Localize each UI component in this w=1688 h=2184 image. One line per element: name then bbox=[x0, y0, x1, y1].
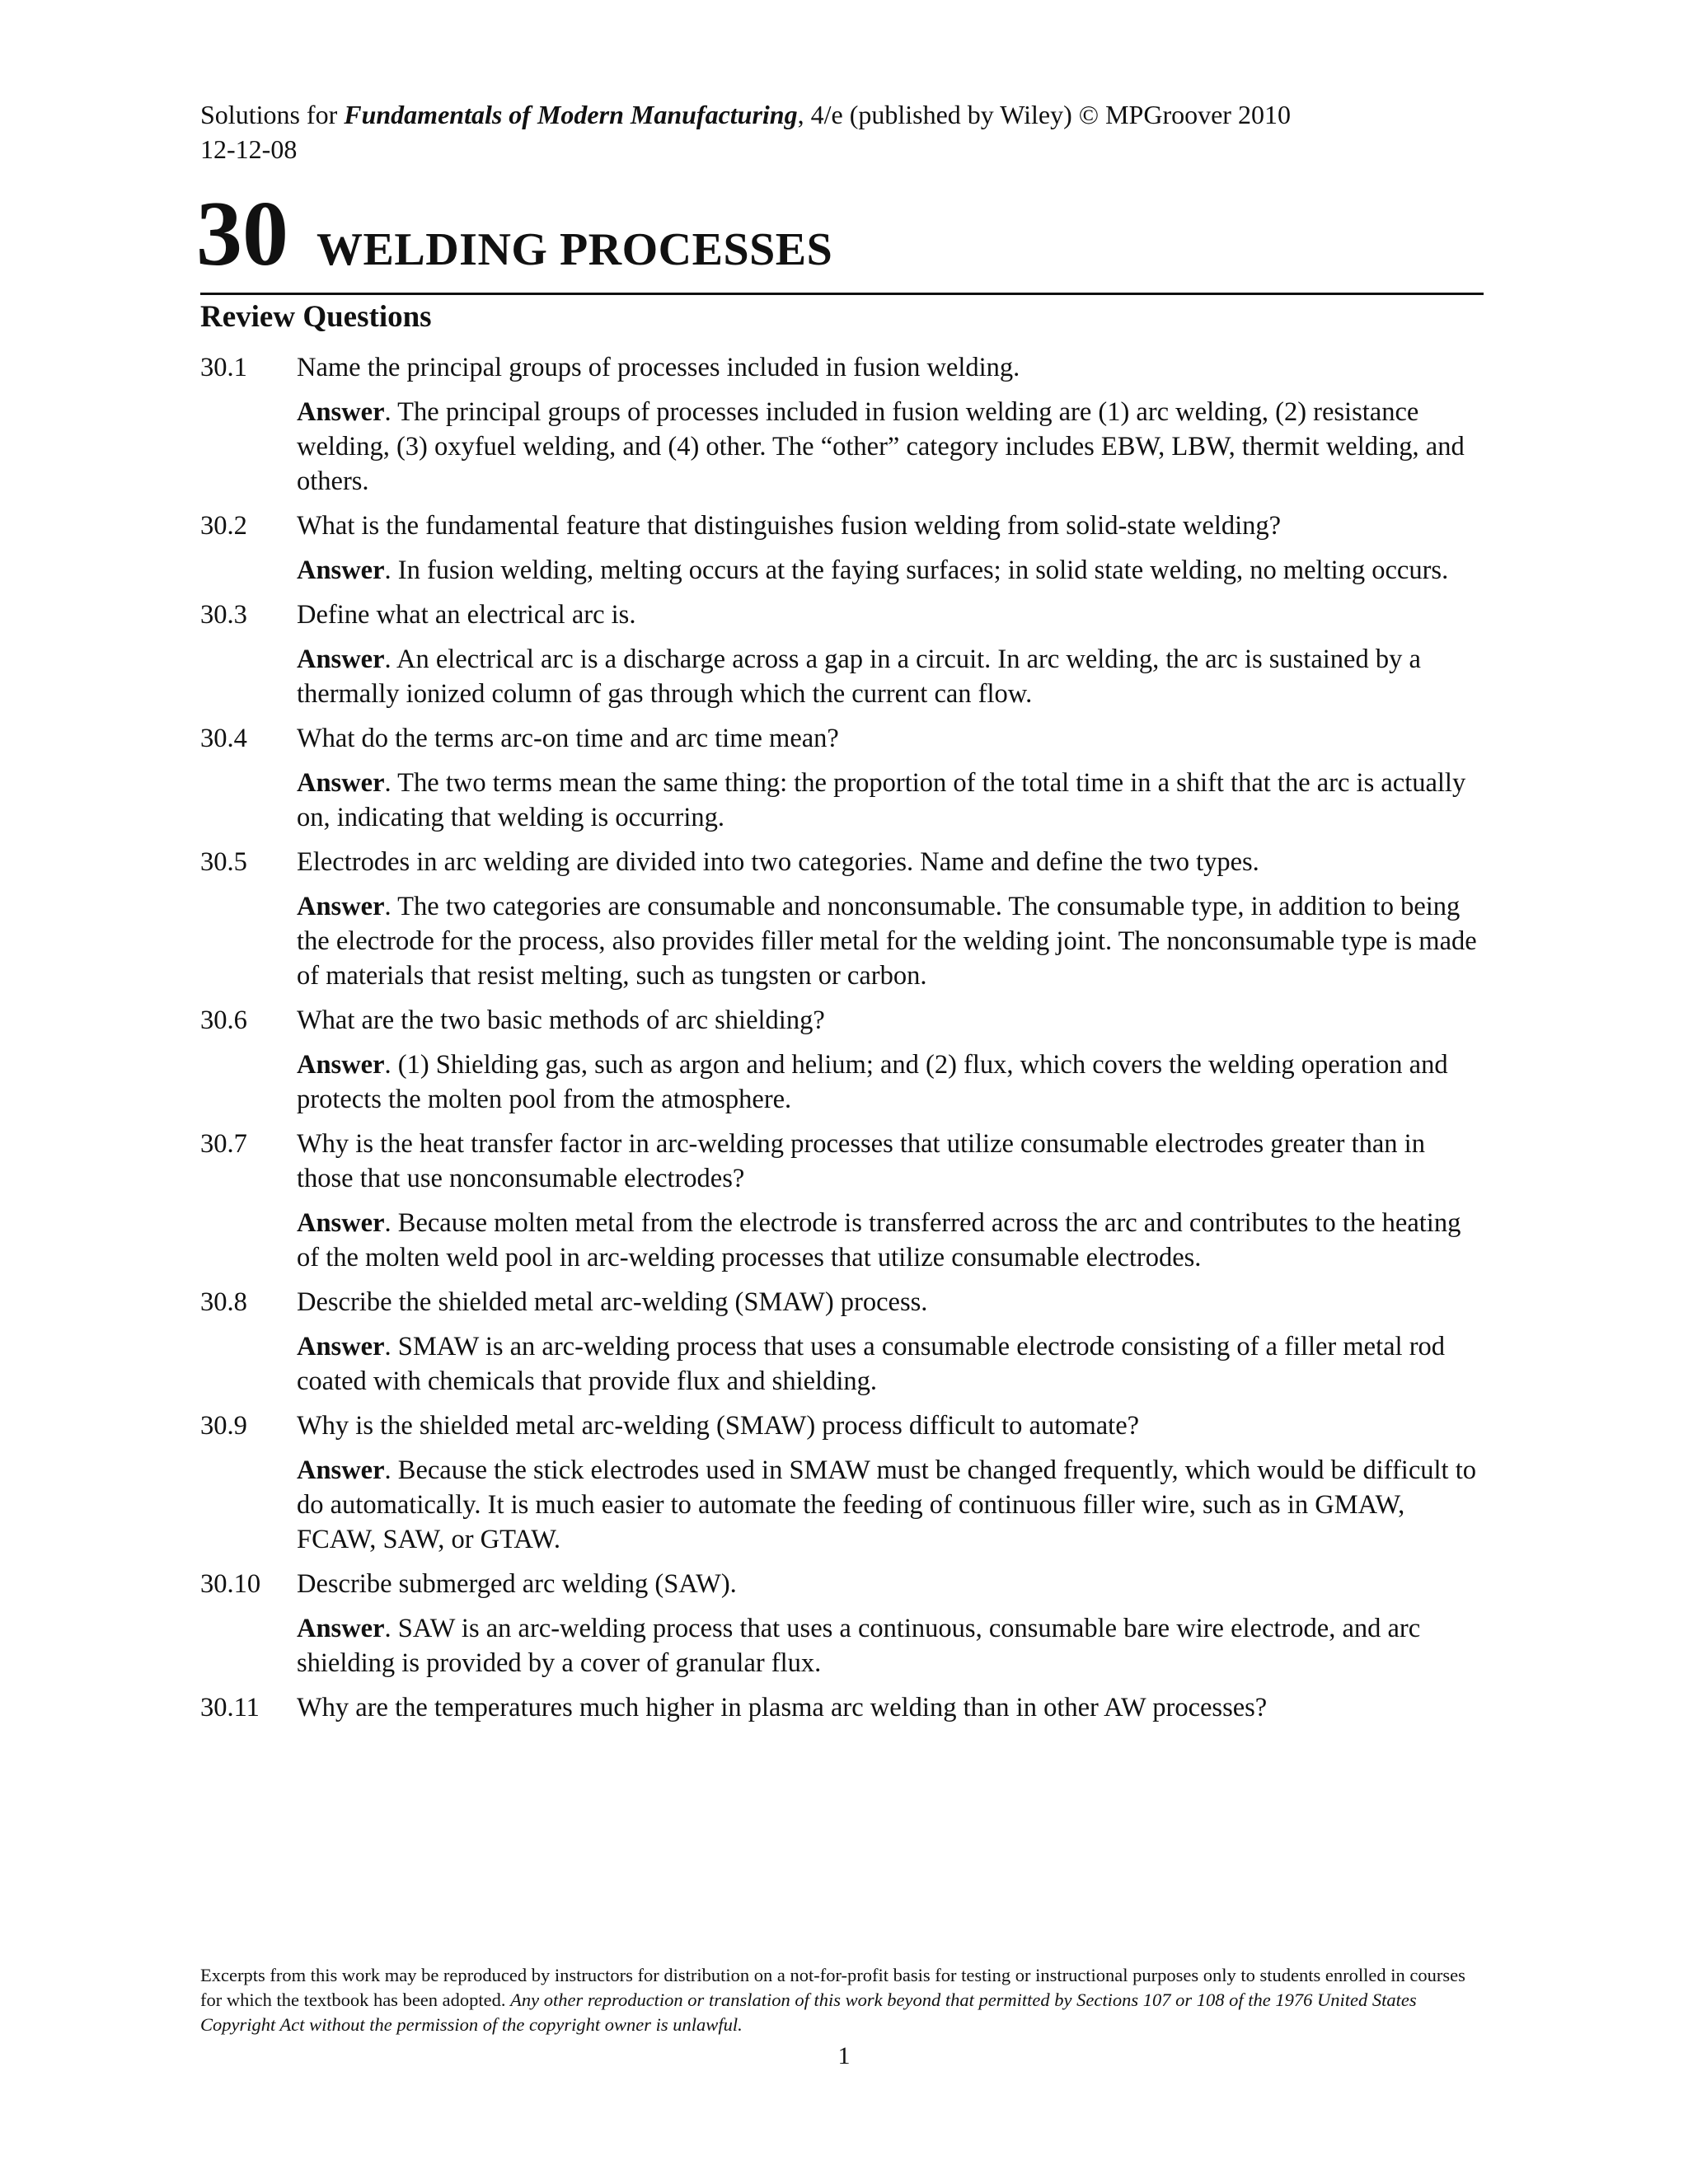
question-number: 30.8 bbox=[200, 1287, 247, 1317]
chapter-heading bbox=[196, 183, 833, 285]
answer-label: Answer bbox=[297, 1614, 385, 1643]
answer-body: . The two terms mean the same thing: the proportion of the total time in a shift that the arc is actually on, indicating that welding is occurring. bbox=[297, 768, 1466, 832]
footer-warning: Any other reproduction or translation of this work beyond that permitted by Sections 107 or 108 of the 1976 United States Copyright Act without the permission of the copyright owner is unlawful. bbox=[200, 1990, 1417, 2035]
question-text: Define what an electrical arc is. bbox=[297, 600, 636, 630]
answer-label: Answer bbox=[297, 1455, 385, 1485]
question-row bbox=[200, 845, 1484, 879]
answer-text bbox=[297, 1611, 1484, 1680]
question-number: 30.10 bbox=[200, 1569, 261, 1599]
question-item bbox=[200, 1567, 1484, 1680]
question-text: Electrodes in arc welding are divided into two categories. Name and define the two types. bbox=[297, 847, 1259, 877]
answer-label: Answer bbox=[297, 1332, 385, 1361]
answer-label: Answer bbox=[297, 397, 385, 427]
question-number: 30.9 bbox=[200, 1411, 247, 1441]
answer-body: . (1) Shielding gas, such as argon and helium; and (2) flux, which covers the welding operation and protects the molten pool from the atmosphere. bbox=[297, 1050, 1448, 1114]
header-date: 12-12-08 bbox=[200, 134, 298, 164]
question-row bbox=[200, 350, 1484, 385]
question-number: 30.6 bbox=[200, 1005, 247, 1035]
question-item bbox=[200, 1127, 1484, 1275]
header-book-title: Fundamentals of Modern Manufacturing bbox=[344, 100, 798, 129]
footer-notice: Excerpts from this work may be reproduced by instructors for distribution on a not-for-profit basis for testing or instructional purposes only to students enrolled in courses for which the textbook has been adopted. bbox=[200, 1965, 1465, 2010]
question-item bbox=[200, 1003, 1484, 1117]
question-number: 30.1 bbox=[200, 353, 247, 382]
answer-label: Answer bbox=[297, 1208, 385, 1238]
answer-label: Answer bbox=[297, 768, 385, 798]
question-list bbox=[200, 350, 1484, 1735]
question-item bbox=[200, 350, 1484, 499]
question-number: 30.5 bbox=[200, 847, 247, 877]
page-number: 1 bbox=[837, 2042, 851, 2069]
question-row bbox=[200, 1285, 1484, 1319]
question-text: Describe submerged arc welding (SAW). bbox=[297, 1569, 737, 1599]
answer-text bbox=[297, 889, 1484, 993]
question-row bbox=[200, 598, 1484, 632]
answer-body: . SAW is an arc-welding process that uses a continuous, consumable bare wire electrode, and arc shielding is provided by a cover of granular flux. bbox=[297, 1614, 1421, 1678]
answer-text bbox=[297, 1206, 1484, 1275]
header-source-line bbox=[200, 97, 1291, 132]
question-row bbox=[200, 1127, 1484, 1196]
answer-label: Answer bbox=[297, 1050, 385, 1080]
question-number: 30.3 bbox=[200, 600, 247, 630]
question-row bbox=[200, 1567, 1484, 1601]
question-number: 30.11 bbox=[200, 1693, 260, 1722]
question-text: What are the two basic methods of arc shielding? bbox=[297, 1005, 825, 1035]
question-row bbox=[200, 1408, 1484, 1443]
answer-body: . SMAW is an arc-welding process that uses a consumable electrode consisting of a filler metal rod coated with chemicals that provide flux and shielding. bbox=[297, 1332, 1446, 1396]
question-item bbox=[200, 721, 1484, 835]
question-number: 30.7 bbox=[200, 1129, 247, 1159]
answer-label: Answer bbox=[297, 555, 385, 585]
question-number: 30.4 bbox=[200, 724, 247, 753]
question-text: Describe the shielded metal arc-welding (SMAW) process. bbox=[297, 1287, 928, 1317]
page-header bbox=[200, 97, 1291, 166]
header-suffix: , 4/e (published by Wiley) © MPGroover 2010 bbox=[797, 100, 1291, 129]
question-row bbox=[200, 509, 1484, 543]
question-item bbox=[200, 598, 1484, 711]
heading-divider bbox=[200, 293, 1484, 295]
answer-text bbox=[297, 395, 1484, 499]
question-item bbox=[200, 509, 1484, 588]
question-text: Name the principal groups of processes included in fusion welding. bbox=[297, 353, 1020, 382]
chapter-number: 30 bbox=[196, 183, 288, 285]
section-title: Review Questions bbox=[200, 300, 432, 334]
question-item bbox=[200, 1285, 1484, 1399]
answer-text bbox=[297, 642, 1484, 711]
question-item bbox=[200, 1690, 1484, 1725]
answer-text bbox=[297, 766, 1484, 835]
question-number: 30.2 bbox=[200, 511, 247, 541]
question-row bbox=[200, 1003, 1484, 1038]
answer-text bbox=[297, 1047, 1484, 1117]
question-text: Why is the heat transfer factor in arc-welding processes that utilize consumable electrodes greater than in those that use nonconsumable electrodes? bbox=[297, 1129, 1425, 1193]
question-text: What is the fundamental feature that distinguishes fusion welding from solid-state welding? bbox=[297, 511, 1282, 541]
question-text: Why are the temperatures much higher in plasma arc welding than in other AW processes? bbox=[297, 1693, 1268, 1722]
answer-body: . Because molten metal from the electrode is transferred across the arc and contributes to the heating of the molten weld pool in arc-welding processes that utilize consumable electrodes. bbox=[297, 1208, 1461, 1272]
header-prefix: Solutions for bbox=[200, 100, 345, 129]
answer-body: . Because the stick electrodes used in SMAW must be changed frequently, which would be difficult to do automatically. It is much easier to automate the feeding of continuous filler wire, such as in GMAW, FCAW, SAW, or GTAW. bbox=[297, 1455, 1476, 1554]
question-item bbox=[200, 845, 1484, 993]
question-text: What do the terms arc-on time and arc time mean? bbox=[297, 724, 839, 753]
answer-label: Answer bbox=[297, 892, 385, 921]
answer-label: Answer bbox=[297, 644, 385, 674]
answer-body: . In fusion welding, melting occurs at the faying surfaces; in solid state welding, no melting occurs. bbox=[384, 555, 1449, 585]
question-text: Why is the shielded metal arc-welding (SMAW) process difficult to automate? bbox=[297, 1411, 1140, 1441]
chapter-title: WELDING PROCESSES bbox=[316, 224, 833, 275]
question-item bbox=[200, 1408, 1484, 1557]
copyright-footer bbox=[200, 1963, 1484, 2037]
answer-body: . The two categories are consumable and nonconsumable. The consumable type, in addition to being the electrode for the process, also provides filler metal for the welding joint. The nonconsumable type is made of materials that resist melting, such as tungsten or carbon. bbox=[297, 892, 1477, 991]
question-row bbox=[200, 1690, 1484, 1725]
question-row bbox=[200, 721, 1484, 756]
answer-text bbox=[297, 1329, 1484, 1399]
answer-body: . An electrical arc is a discharge across a gap in a circuit. In arc welding, the arc is sustained by a thermally ionized column of gas through which the current can flow. bbox=[297, 644, 1421, 709]
answer-text bbox=[297, 1453, 1484, 1557]
answer-text bbox=[297, 553, 1484, 588]
answer-body: . The principal groups of processes included in fusion welding are (1) arc welding, (2) resistance welding, (3) oxyfuel welding, and (4) other. The “other” category includes EBW, LBW, thermit welding, and others. bbox=[297, 397, 1465, 496]
